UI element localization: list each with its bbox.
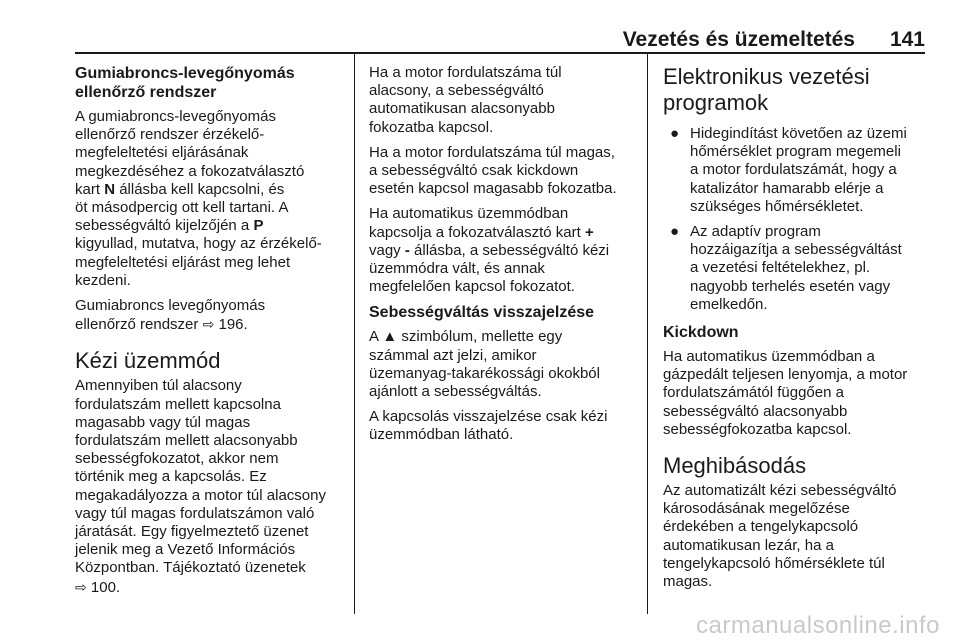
page-header — [75, 24, 925, 52]
heading-kickdown: Kickdown — [663, 324, 739, 342]
heading-manual-mode: Kézi üzemmód — [75, 348, 221, 374]
paragraph-fault: Az automatizált kézi sebességváltó károsodásának megelőzése érdekében a tengelykapcsoló automatikusan lezár, ha a tengelykapcsoló hőmérséklete túl magas. — [663, 482, 897, 591]
programs-list — [663, 125, 938, 314]
shift-up-triangle-icon: ▲ — [382, 328, 398, 346]
page-reference-arrow-icon: ⇨ — [75, 578, 87, 595]
paragraph-low-rpm: Ha a motor fordulatszáma túl alacsony, a sebességváltó automatikusan alacsonyabb fokozatba kapcsol. — [369, 64, 562, 136]
heading-electronic-programs: Elektronikus vezetési programok — [663, 64, 870, 115]
minus-symbol: - — [404, 241, 410, 259]
page-number: 141 — [889, 28, 925, 51]
gear-p-symbol: P — [253, 217, 264, 235]
watermark: carmanualsonline.info — [696, 612, 940, 639]
paragraph-selector-plus-minus: Ha automatikus üzemmódban kapcsolja a fokozatválasztó kart + vagy - állásba, a sebességváltó kézi üzemmódra vált, és annak megfelelően kapcsol fokozatot. — [369, 205, 610, 296]
paragraph-tpms-procedure: A gumiabroncs-levegőnyomás ellenőrző rendszer érzékelő- megfeleltetési eljárásának megkezdéséhez a fokozatválasztó kart N állásba kell kapcsolni, és öt másodpercig ott kell tartani. A sebességváltó kijelzőjén a P kigyullad, mutatva, hogy az érzékelő- megfeleltetési eljárást meg lehet kezdeni. — [75, 108, 322, 289]
heading-tpms: Gumiabroncs-levegőnyomás ellenőrző rendszer — [75, 65, 295, 101]
page-reference-link[interactable]: 196. — [214, 316, 248, 334]
page-reference-link[interactable]: 100. — [86, 578, 121, 596]
bullet-icon: ● — [670, 223, 680, 241]
column-1 — [75, 64, 347, 604]
header-rule — [75, 52, 925, 54]
column-divider-1 — [354, 54, 355, 614]
plus-symbol: + — [584, 223, 594, 241]
paragraph-shift-indicator: A ▲ szimbólum, mellette egy számmal azt jelzi, amikor üzemanyag-takarékossági okokból ajánlott a sebességváltás. — [369, 328, 600, 401]
heading-shift-indicator: Sebességváltás visszajelzése — [369, 304, 595, 322]
list-item: ● Az adaptív program hozzáigazítja a sebességváltást a vezetési feltételekhez, pl. nagyobb terhelés esetén vagy emelkedőn. — [670, 223, 902, 313]
gear-n-symbol: N — [104, 180, 116, 198]
column-3 — [663, 64, 938, 598]
column-2 — [369, 64, 641, 452]
paragraph-kickdown: Ha automatikus üzemmódban a gázpedált teljesen lenyomja, a motor fordulatszámától függően a sebességváltó alacsonyabb sebességfokozatba kapcsol. — [663, 348, 908, 438]
page-reference-arrow-icon: ⇨ — [202, 316, 215, 333]
list-item: ● Hidegindítást követően az üzemi hőmérséklet program megemeli a motor fordulatszámát, hogy a katalizátor hamarabb elérje a szükséges hőmérsékletet. — [670, 125, 907, 215]
column-divider-2 — [647, 54, 648, 614]
bullet-icon: ● — [670, 125, 680, 142]
paragraph-manual-mode: Amennyiben túl alacsony fordulatszám mellett kapcsolna magasabb vagy túl magas fordulatszám mellett alacsonyabb sebességfokozatot, akkor nem történik meg a kapcsolás. Ez megakadályozza a motor túl alacsony vagy túl magas fordulatszámon való járatását. Egy figyelmeztető üzenet jelenik meg a Vezető Információs Központban. Tájékoztató üzenetek ⇨ 100. — [75, 377, 326, 596]
paragraph-indicator-visibility: A kapcsolás visszajelzése csak kézi üzemmódban látható. — [369, 408, 608, 444]
paragraph-tpms-reference: Gumiabroncs levegőnyomás ellenőrző rendszer ⇨ 196. — [75, 297, 266, 334]
paragraph-high-rpm: Ha a motor fordulatszáma túl magas, a sebességváltó csak kickdown esetén kapcsol magasabb fokozatba. — [369, 143, 617, 198]
chapter-title: Vezetés és üzemeltetés — [622, 28, 855, 51]
heading-fault: Meghibásodás — [663, 453, 807, 479]
